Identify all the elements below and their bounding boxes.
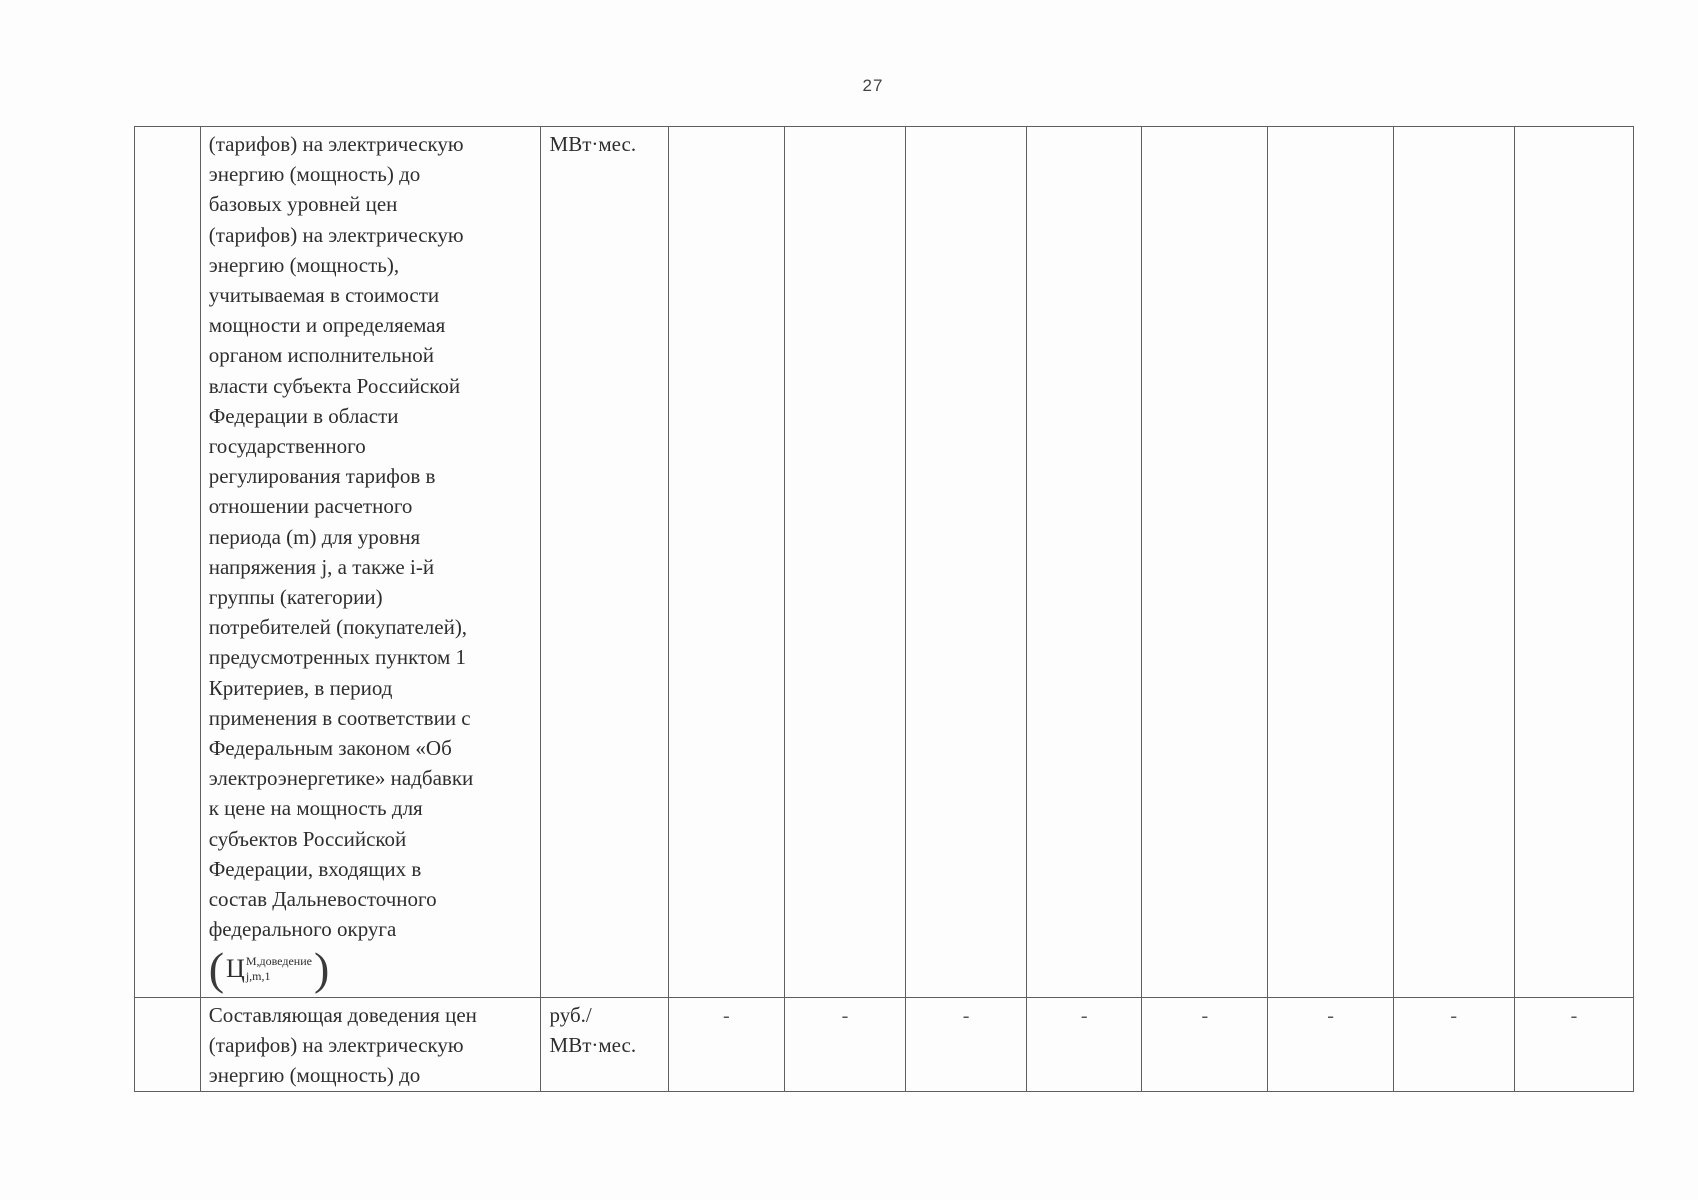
value-cell [1393,127,1514,998]
description-line: субъектов Российской [208,826,407,851]
unit-cell: МВт·мес. [540,127,668,998]
description-line: федерального округа [208,917,397,942]
dash-value: - [1080,1005,1088,1027]
description-line: к цене на мощность для [208,796,423,821]
value-cell [1027,998,1142,1092]
value-cell [1142,998,1268,1092]
value-cell [1393,998,1514,1092]
value-cell [1027,127,1142,998]
value-cell [784,998,905,1092]
description-line: базовых уровней цен [208,192,398,217]
description-line: периода (m) для уровня [208,524,421,549]
description-line: государственного [208,434,366,459]
unit-cell [540,998,668,1092]
description-line: энергию (мощность) до [208,162,421,187]
unit-line: руб./ [549,1003,592,1027]
description-line: потребителей (покупателей), [208,615,468,640]
description-line: (тарифов) на электрическую [208,222,464,247]
value-cell [1268,127,1393,998]
description-line: Федеральным законом «Об [208,736,452,761]
dash-value: - [962,1005,970,1027]
description-line: энергию (мощность) до [208,1063,421,1088]
dash-value: - [1570,1005,1578,1027]
dash-value: - [1450,1005,1458,1027]
formula [208,943,330,995]
value-cell [1514,998,1633,1092]
description-line: Составляющая доведения цен [208,1003,477,1027]
description-line: Критериев, в период [208,675,393,700]
formula-symbol: Ц [226,954,245,984]
description-line: Федерации в области [208,403,399,428]
row-number-cell [135,127,201,998]
description-line: энергию (мощность), [208,252,400,277]
value-cell [668,998,784,1092]
description-line: (тарифов) на электрическую [208,1033,464,1058]
description-line: регулирования тарифов в [208,464,436,489]
description-line: состав Дальневосточного [208,887,437,912]
dash-value: - [1327,1005,1334,1027]
dash-value: - [723,1005,730,1027]
description-line: электроэнергетике» надбавки [208,766,474,791]
value-cell [906,127,1027,998]
description-line: мощности и определяемая [208,313,446,338]
value-cell [1268,998,1393,1092]
description-line: напряжения j, а также i-й [208,554,435,579]
description-cell [200,998,540,1092]
description-line: Федерации, входящих в [208,856,422,881]
formula-open-paren: ( [208,943,225,995]
formula-superscript: М,доведение [245,954,312,969]
unit-line: МВт·мес. [549,1033,637,1058]
description-line: предусмотренных пунктом 1 [208,645,467,670]
row-number-cell [135,998,201,1092]
table-row [135,127,1634,998]
formula-close-paren: ) [313,943,330,995]
dash-value: - [841,1005,849,1027]
value-cell [906,998,1027,1092]
dash-value: - [1201,1005,1209,1027]
value-cell [668,127,784,998]
description-line: (тарифов) на электрическую [208,132,464,156]
formula-subscript: j,m,1 [245,969,271,984]
description-line: органом исполнительной [208,343,435,368]
value-cell [1514,127,1633,998]
value-cell [784,127,905,998]
page-number: 27 [862,76,884,95]
description-cell [200,127,540,998]
description-line: группы (категории) [208,585,383,610]
description-line: власти субъекта Российской [208,373,461,398]
formula-scripts [246,954,312,984]
description-line: отношении расчетного [208,494,413,519]
value-cell [1142,127,1268,998]
description-line: учитываемая в стоимости [208,283,440,308]
description-line: применения в соответствии с [208,705,471,730]
tariff-table [134,126,1634,1092]
table-row [135,998,1634,1092]
